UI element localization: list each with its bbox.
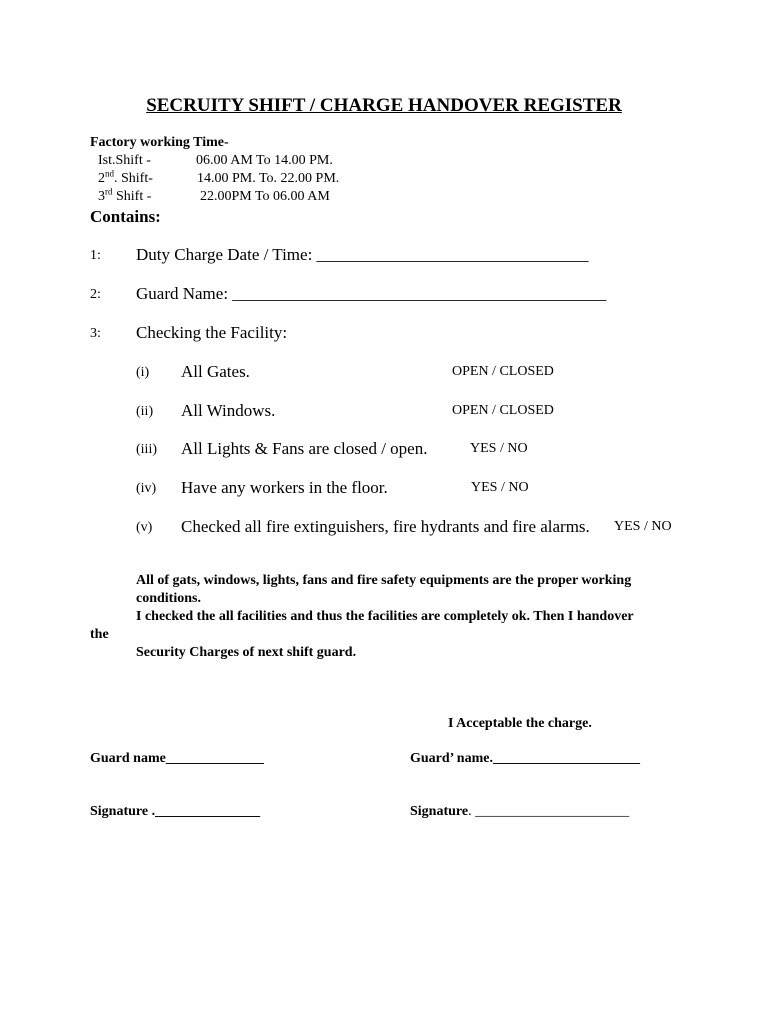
right-guard-name-field: Guard’ name._____________________ bbox=[410, 751, 640, 766]
statement-line: conditions. bbox=[136, 591, 201, 606]
item-number: 3: bbox=[90, 326, 101, 341]
shift-time: 06.00 AM To 14.00 PM. bbox=[196, 153, 333, 168]
check-text: All Windows. bbox=[181, 401, 276, 420]
item-number: 1: bbox=[90, 248, 101, 263]
guard-name-field: Guard Name: ____________________________________________ bbox=[136, 284, 607, 303]
statement-line: All of gats, windows, lights, fans and fire safety equipments are the proper working bbox=[136, 573, 632, 588]
shift-label: 2nd. Shift- bbox=[98, 168, 153, 186]
check-options: YES / NO bbox=[614, 519, 672, 534]
check-numeral: (ii) bbox=[136, 404, 154, 419]
check-options: YES / NO bbox=[470, 441, 528, 456]
check-numeral: (iii) bbox=[136, 442, 157, 457]
item-number: 2: bbox=[90, 287, 101, 302]
check-options: OPEN / CLOSED bbox=[452, 403, 554, 418]
document-title: SECRUITY SHIFT / CHARGE HANDOVER REGISTER bbox=[146, 95, 622, 116]
shift-row-2 bbox=[98, 168, 398, 188]
shift-label: Ist.Shift - bbox=[98, 153, 151, 168]
shift-row-3 bbox=[98, 186, 398, 206]
factory-time-heading: Factory working Time- bbox=[90, 135, 229, 150]
check-text: All Gates. bbox=[181, 362, 250, 381]
left-guard-name-field: Guard name______________ bbox=[90, 751, 264, 766]
shift-row-1 bbox=[98, 154, 398, 170]
left-signature-field: Signature ._______________ bbox=[90, 804, 261, 819]
checking-facility-label: Checking the Facility: bbox=[136, 323, 288, 342]
check-text: Checked all fire extinguishers, fire hydrants and fire alarms. bbox=[181, 517, 590, 536]
check-options: OPEN / CLOSED bbox=[452, 364, 554, 379]
check-numeral: (i) bbox=[136, 365, 150, 380]
shift-label: 3rd Shift - bbox=[98, 186, 152, 204]
check-options: YES / NO bbox=[471, 480, 529, 495]
contains-label: Contains: bbox=[90, 207, 161, 226]
check-text: Have any workers in the floor. bbox=[181, 478, 388, 497]
right-signature-field: Signature. ______________________ bbox=[410, 804, 630, 819]
check-numeral: (v) bbox=[136, 520, 153, 535]
duty-charge-field: Duty Charge Date / Time: ________________________________ bbox=[136, 245, 589, 264]
statement-line: I checked the all facilities and thus the facilities are completely ok. Then I handover bbox=[136, 609, 634, 624]
shift-time: 14.00 PM. To. 22.00 PM. bbox=[197, 171, 340, 186]
statement-line: Security Charges of next shift guard. bbox=[136, 645, 357, 660]
accept-charge-text: I Acceptable the charge. bbox=[448, 716, 592, 731]
shift-time: 22.00PM To 06.00 AM bbox=[200, 189, 330, 204]
check-numeral: (iv) bbox=[136, 481, 157, 496]
statement-line: the bbox=[90, 627, 109, 642]
check-text: All Lights & Fans are closed / open. bbox=[181, 439, 428, 458]
